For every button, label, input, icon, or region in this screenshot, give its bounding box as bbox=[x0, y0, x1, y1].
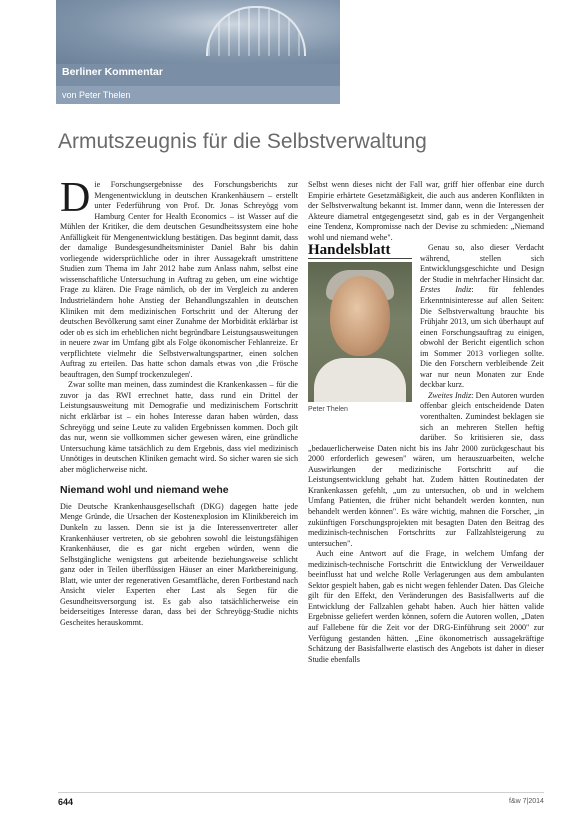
subheading: Niemand wohl und niemand wehe bbox=[60, 484, 229, 497]
paragraph-r1: Selbst wenn dieses nicht der Fall war, griff hier offenbar eine durch Empirie erhärtete Gesetzmäßigkeit, die auch aus anderen Konflikten in der Selbstverwaltung bekannt ist. Immer dann, wenn die Interessen der Akteure diametral entgegengesetzt sind, gab es in der Vergangenheit eine Tendenz, Kompromisse nach der Devise zu schmieden: „Niemand wohl und niemand wehe". bbox=[308, 180, 544, 242]
reichstag-dome-photo bbox=[56, 0, 340, 64]
paragraph-1: Die Forschungsergebnisse des Forschungsberichts zur Mengenentwicklung in deutschen Krankenhäusern – erstellt unter Federführung von Prof. Dr. Jonas Schreyögg vom Hamburg Center for Health Economics – ist Wasser auf die Mühlen der Kritiker, die dem deutschen Gesundheitssystem eine hohe Anfälligkeit für Mengenentwicklung bestätigen. Das beginnt damit, dass der damalige Bundesgesundheitsminister Daniel Bahr bis dahin vorliegende widersprüchliche oder in ihrer Aussagekraft umstrittene Studien zum Thema im Jahr 2012 habe zum Anlass nahm, selbst eine wissenschaftliche Untersuchung in Auftrag zu geben, um eine wichtige Frage zu klären. Die Frage nämlich, ob der im Vergleich zu anderen Industrieländern hohe Anstieg der Behandlungszahlen in deutschen Kliniken mit dem medizinischen Fortschritt und der Alterung der deutschen Bevölkerung samt einer Zunahme der Morbidität erklärbar ist oder ob es sich im erheblichen nicht begründbare Leistungsausweitungen in neuere zwar im Umfang gibt als Folge ökonomischer Fehlanreize. Er verpflichtete vielmehr die Selbstverwaltungspartner, einen solchen Auftrag zu erteilen. Das hatte schon damals etwas von ‚die Frösche beauftragen, den Sumpf trockenzulegen'. bbox=[60, 175, 298, 379]
column-header bbox=[56, 0, 340, 104]
paragraph-r4: Auch eine Antwort auf die Frage, in welchem Umfang der medizinisch-technische Fortschritt die Entwicklung der Verweildauer beeinflusst hat und welche Rolle Verlagerungen aus dem ambulanten Sektor gespielt haben, gab es nicht wegen fehlender Daten. Das Gleiche gilt für den Effekt, den Veränderungen des Basisfallwerts auf die Entwicklung der Fallzahlen gehabt haben. Auch hier hätten valide Ergebnisse geliefert werden können, sofern die Autoren wollen, „Daten auf Fallebene für die Zeit vor der DRG-Einführung seit 2000" zur Verfügung gestanden hätten. „Eine ökonometrisch aussagekräftige Schätzung der Basisfallwerte elastisch des Angebots ist daher in dieser Studie ebenfalls bbox=[308, 549, 544, 664]
page-number: 644 bbox=[58, 797, 74, 807]
portrait-shirt bbox=[314, 358, 406, 402]
paragraph-2: Zwar sollte man meinen, dass zumindest die Krankenkassen – für die zuvor ja das RWI errechnet hatte, dass rund ein Drittel der Leistungsausweitung mit Demografie und medizinischem Fortschritt nicht erklärbar ist – ein hohes Interesse daran haben würden, dass Schreyögg und seine Leute zu validen Ergebnissen kommen. Doch gilt das nur, wenn sie vollkommen sicher gewesen wären, eine gründliche Untersuchung käme tatsächlich zu dem Ergebnis, dass viel medizinisch Unnötiges in deutschen Kliniken gemacht wird. So sicher waren sie sich aber möglicherweise nicht. bbox=[60, 380, 298, 474]
section-title: Berliner Kommentar bbox=[62, 66, 163, 78]
article-title: Armutszeugnis für die Selbstverwaltung bbox=[58, 130, 427, 153]
paragraph-3: Die Deutsche Krankenhausgesellschaft (DKG) dagegen hatte jede Menge Gründe, die Ursachen der Kostenexplosion im Klinikbereich im Dunkeln zu lassen. Denn sie ist ja die Interessenvertreter aller Krankenhäuser vertreten, ob sie gebohren sowohl die leistungsfähigen Krankenhäuser, die es gar nicht ergeben würden, wenn die Selbstgängliche wenigstens gut arbeitende beziehungsweise schlicht ganz oder in Teilen überflüssigen Häuser an einer Marktbereinigung. Blatt, wie unter der regenerativen Gesamtfläche, deren Fortbestand nach Ansicht vieler Experten eher Last als Segen für die Gesundheitsversorgung ist. Es gab also tatsächlicherweise ein beiderseitiges Interesse daran, dass bei der Schreyögg-Studie nichts Gescheites herauskommt. bbox=[60, 501, 298, 627]
paragraph-r3: Zweites Indiz: Den Autoren wurden offenbar gleich entscheidende Daten vorenthalten. Zumindest beklagen sie sich an mehreren Stellen heftig darüber. So kritisieren sie, dass „bedauerlicherweise Daten nicht bis ins Jahr 2000 zurückgeschaut bis 2000 erforderlich gewesen" wären, um herauszuarbeiten, welche Auswirkungen der medizinische Fortschritt auf die Leistungsentwicklung gehabt hat. Zudem hätten Routinedaten der Krankenkassen gefehlt, „um zu untersuchen, ob und in welchem Umfang Patienten, die früher nicht behandelt werden konnten, nun behandelt werden können". Es wäre wichtig, mahnen die Forscher, „in zukünftigen Forschungsprojekten mit besagten Daten den Beitrag des medizinisch-technischen Fortschritts zur Fallzahlsteigerung zu untersuchen". bbox=[308, 390, 544, 548]
footer-rule bbox=[58, 792, 544, 793]
right-column bbox=[308, 180, 544, 665]
author-line: von Peter Thelen bbox=[56, 86, 340, 104]
portrait-face bbox=[330, 276, 390, 356]
handelsblatt-logo: Handelsblatt bbox=[308, 242, 391, 259]
left-column bbox=[60, 175, 298, 628]
paragraph-r2: Genau so, also dieser Verdacht während, stellen sich Entwicklungsgeschichte und Design der Studie in mehrfacher Hinsicht dar. Erstes Indiz: für fehlendes Erkenntnisinteresse auf allen Seiten: Die Selbstverwaltung brauchte bis Frühjahr 2013, um sich überhaupt auf einen Forschungsauftrag zu einigen, obwohl der Bericht eigentlich schon im Sommer 2013 vorliegen sollte. Die den Forschern verbleibende Zeit war nur neun Monaten zur Ende deckbar kurz. bbox=[420, 243, 544, 390]
dome-icon bbox=[206, 6, 306, 56]
issue-label: f&w 7|2014 bbox=[509, 798, 544, 805]
author-photo-box bbox=[308, 243, 412, 431]
photo-caption: Peter Thelen bbox=[308, 405, 348, 413]
dropcap: D bbox=[60, 175, 91, 221]
author-portrait bbox=[308, 262, 412, 402]
